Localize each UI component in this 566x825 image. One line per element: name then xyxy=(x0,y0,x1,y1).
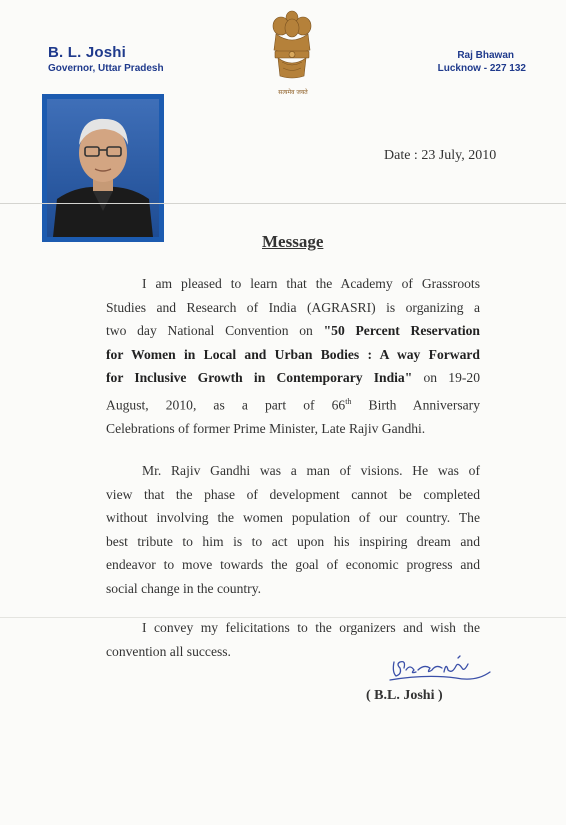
text-line: view that the phase of development cannot be completed xyxy=(106,486,480,502)
letter-date xyxy=(384,148,496,164)
text-line: I convey my felicitations to the organizers and wish the xyxy=(142,620,480,635)
text-line: without involving the women population of our country. The xyxy=(106,510,480,525)
text-line: Celebrations of former Prime Minister, Late Rajiv Gandhi. xyxy=(106,420,426,436)
convention-title-bold: "50 Percent Reservation xyxy=(323,323,480,338)
address-line-1: Raj Bhawan xyxy=(457,50,514,61)
message-paragraph-2 xyxy=(106,459,480,600)
text-line: Mr. Rajiv Gandhi was a man of visions. He was of xyxy=(142,463,480,478)
text-span: Birth Anniversary xyxy=(351,397,480,413)
message-paragraph-1 xyxy=(106,272,480,440)
text-line xyxy=(106,319,480,343)
handwritten-signature xyxy=(386,652,496,692)
convention-title-bold: for Women in Local and Urban Bodies : A way Forward xyxy=(106,346,480,362)
signer-name: ( B.L. Joshi ) xyxy=(366,688,443,703)
date-label: Date : xyxy=(384,148,422,163)
national-emblem-icon xyxy=(262,6,322,96)
sender-name: B. L. Joshi xyxy=(48,44,127,61)
message-heading: Message xyxy=(262,232,324,251)
text-span: two day National Convention on xyxy=(106,323,324,338)
text-line: best tribute to him is to act upon his inspiring dream and xyxy=(106,533,480,549)
address-line-2: Lucknow - 227 132 xyxy=(437,63,526,74)
convention-title-bold: for Inclusive Growth in Contemporary India" xyxy=(106,370,413,385)
text-line: Studies and Research of India (AGRASRI) is organizing a xyxy=(106,299,480,315)
paper-fold-line xyxy=(0,203,566,204)
text-line xyxy=(106,343,480,367)
sender-block xyxy=(48,44,164,74)
date-value: 23 July, 2010 xyxy=(421,148,497,163)
text-line: convention all success. xyxy=(106,643,231,659)
text-span: on 19-20 xyxy=(412,370,481,385)
address-block xyxy=(438,50,526,74)
ordinal-suffix: th xyxy=(345,396,352,406)
text-line xyxy=(106,390,480,417)
text-line: endeavor to move towards the goal of economic progress and xyxy=(106,557,480,572)
text-line: I am pleased to learn that the Academy of Grassroots xyxy=(142,276,480,291)
text-span: August, 2010, as a part of 66 xyxy=(106,397,346,413)
text-line: social change in the country. xyxy=(106,580,262,596)
text-line xyxy=(106,366,480,390)
emblem-motto: सत्यमेव जयते xyxy=(278,89,308,96)
sender-title: Governor, Uttar Pradesh xyxy=(48,63,164,74)
governor-portrait xyxy=(42,94,164,242)
